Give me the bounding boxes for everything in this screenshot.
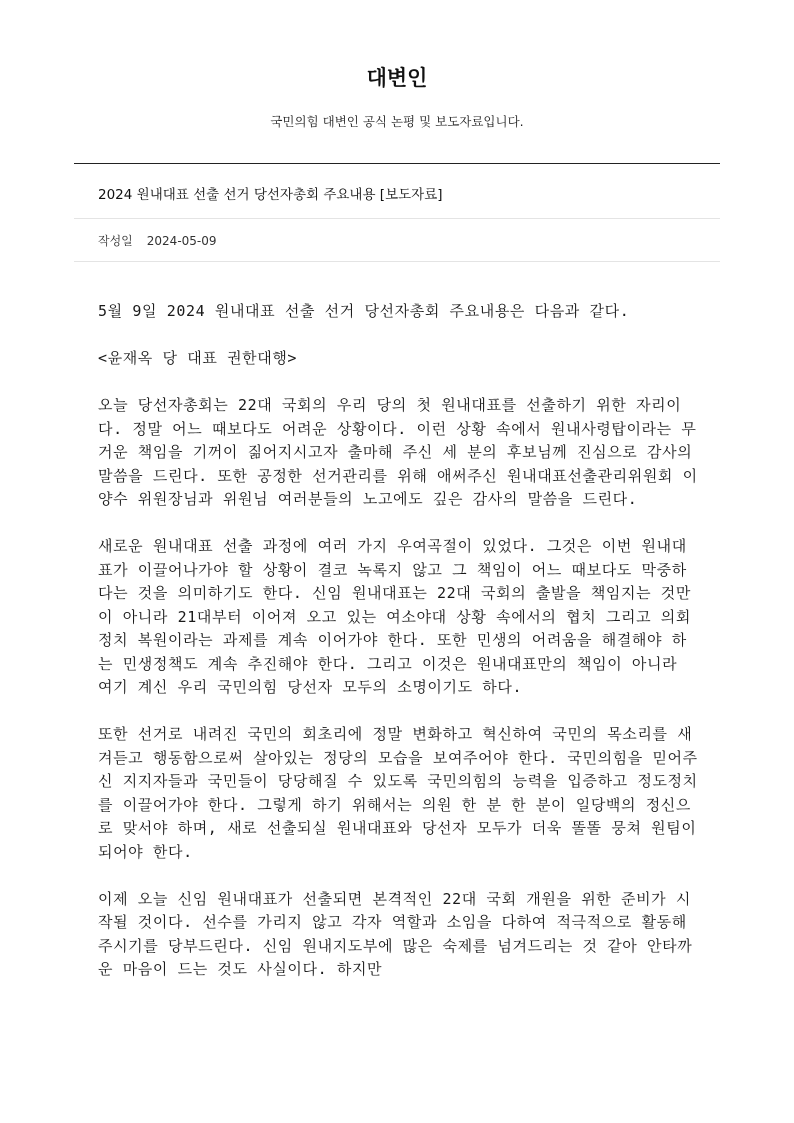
post-content <box>98 300 698 1005</box>
content-paragraph: 또한 선거로 내려진 국민의 회초리에 정말 변화하고 혁신하여 국민의 목소리를 새겨듣고 행동함으로써 살아있는 정당의 모습을 보여주어야 한다. 국민의힘을 믿어주신 지지자들과 국민들이 당당해질 수 있도록 국민의힘의 능력을 입증하고 정도정치를 이끌어가야 한다. 그렇게 하기 위해서는 의원 한 분 한 분이 일당백의 정신으로 맞서야 하며, 새로 선출되실 원내대표와 당선자 모두가 더욱 똘똘 뭉쳐 원팀이 되어야 한다. <box>98 725 698 861</box>
content-paragraph: <윤재옥 당 대표 권한대행> <box>98 349 298 367</box>
post-title: 2024 원내대표 선출 선거 당선자총회 주요내용 [보도자료] <box>98 187 443 203</box>
meta-label: 작성일 <box>98 234 133 248</box>
content-paragraph: 5월 9일 2024 원내대표 선출 선거 당선자총회 주요내용은 다음과 같다. <box>98 302 630 320</box>
site-header <box>0 0 794 130</box>
post-date: 2024-05-09 <box>146 234 217 248</box>
meta-divider <box>74 261 720 262</box>
post-meta <box>98 232 217 249</box>
site-description: 국민의힘 대변인 공식 논평 및 보도자료입니다. <box>270 114 524 129</box>
title-divider <box>74 218 720 219</box>
content-paragraph: 오늘 당선자총회는 22대 국회의 우리 당의 첫 원내대표를 선출하기 위한 자리이다. 정말 어느 때보다도 어려운 상황이다. 이런 상황 속에서 원내사령탑이라는 무거운 책임을 기꺼이 짊어지시고자 출마해 주신 세 분의 후보님께 진심으로 감사의 말씀을 드린다. 또한 공정한 선거관리를 위해 애써주신 원내대표선출관리위원회 이양수 위원장님과 위원님 여러분들의 노고에도 깊은 감사의 말씀을 드린다. <box>98 396 698 508</box>
site-title: 대변인 <box>366 66 428 90</box>
content-paragraph: 새로운 원내대표 선출 과정에 여러 가지 우여곡절이 있었다. 그것은 이번 원내대표가 이끌어나가야 할 상황이 결코 녹록지 않고 그 책임이 어느 때보다도 막중하다는 것을 의미하기도 한다. 신임 원내대표는 22대 국회의 출발을 책임지는 것만이 아니라 21대부터 이어져 오고 있는 여소야대 상황 속에서의 협치 그리고 의회정치 복원이라는 과제를 계속 이어가야 한다. 또한 민생의 어려움을 해결해야 하는 민생정책도 계속 추진해야 한다. 그리고 이것은 원내대표만의 책임이 아니라 여기 계신 우리 국민의힘 당선자 모두의 소명이기도 하다. <box>98 537 691 696</box>
header-divider <box>74 163 720 164</box>
content-paragraph: 이제 오늘 신임 원내대표가 선출되면 본격적인 22대 국회 개원을 위한 준비가 시작될 것이다. 선수를 가리지 않고 각자 역할과 소임을 다하여 적극적으로 활동해 주시기를 당부드린다. 신임 원내지도부에 많은 숙제를 넘겨드리는 것 같아 안타까운 마음이 드는 것도 사실이다. 하지만 <box>98 889 693 978</box>
